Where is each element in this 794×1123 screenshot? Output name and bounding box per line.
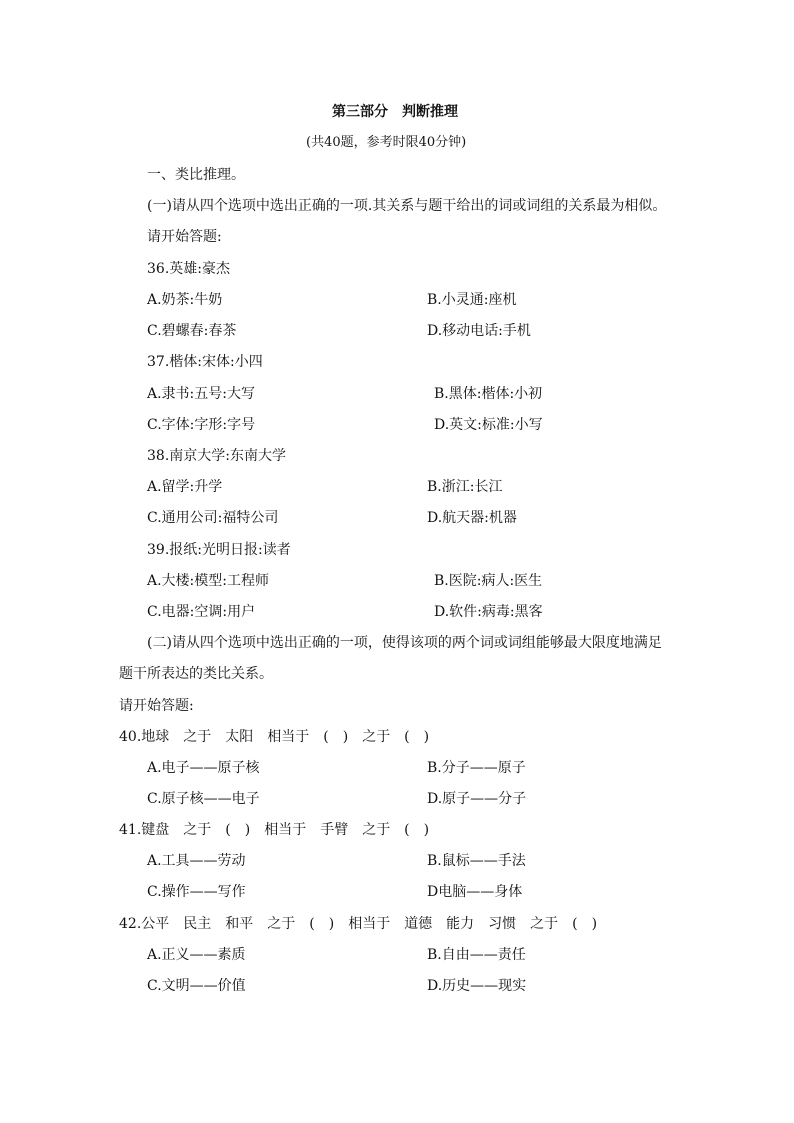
option-d: D电脑——身体 — [427, 884, 523, 900]
option-c: C.文明——价值 — [147, 978, 246, 994]
question-stem: 39.报纸:光明日报:读者 — [147, 542, 291, 558]
option-d: D.原子——分子 — [427, 791, 527, 807]
option-b: B.分子——原子 — [427, 760, 526, 776]
question-stem: 38.南京大学:东南大学 — [147, 448, 286, 464]
page-subtitle: (共40题，参考时限40分钟) — [306, 135, 467, 150]
question-stem: 37.楷体:宋体:小四 — [147, 354, 263, 370]
part2-instruction-cont: 题干所表达的类比关系。 — [119, 666, 273, 682]
option-a: A.正义——素质 — [147, 947, 246, 963]
option-d: D.英文:标准:小写 — [434, 417, 543, 433]
option-a: A.留学:升学 — [147, 479, 223, 495]
option-c: C.碧螺春:春茶 — [147, 323, 237, 339]
question-stem: 42.公平 民主 和平 之于 ( ) 相当于 道德 能力 习惯 之于 ( ) — [119, 916, 598, 932]
option-b: B.鼠标——手法 — [427, 853, 526, 869]
option-a: A.大楼:模型:工程师 — [147, 573, 269, 589]
option-c: C.通用公司:福特公司 — [147, 510, 279, 526]
question-stem: 36.英雄:豪杰 — [147, 261, 230, 277]
option-d: D.软件:病毒:黑客 — [434, 604, 543, 620]
option-b: B.医院:病人:医生 — [434, 573, 543, 589]
part2-start: 请开始答题: — [119, 698, 194, 714]
option-a: A.电子——原子核 — [147, 760, 260, 776]
option-a: A.奶茶:牛奶 — [147, 292, 223, 308]
option-c: C.电器:空调:用户 — [147, 604, 256, 620]
option-d: D.历史——现实 — [427, 978, 527, 994]
option-c: C.原子核——电子 — [147, 791, 260, 807]
option-b: B.自由——责任 — [427, 947, 526, 963]
part1-instruction: (一)请从四个选项中选出正确的一项.其关系与题干给出的词或词组的关系最为相似。 — [147, 198, 667, 214]
option-a: A.隶书:五号:大写 — [147, 386, 255, 402]
option-b: B.黑体:楷体:小初 — [434, 386, 543, 402]
option-d: D.航天器:机器 — [427, 510, 517, 526]
option-a: A.工具——劳动 — [147, 853, 246, 869]
page-title: 第三部分 判断推理 — [332, 104, 458, 120]
question-stem: 40.地球 之于 太阳 相当于 ( ) 之于 ( ) — [119, 729, 430, 745]
option-b: B.浙江:长江 — [427, 479, 503, 495]
option-c: C.字体:字形:字号 — [147, 417, 256, 433]
part1-start: 请开始答题: — [147, 229, 222, 245]
option-b: B.小灵通:座机 — [427, 292, 517, 308]
section-heading: 一、类比推理。 — [147, 167, 245, 183]
option-d: D.移动电话:手机 — [427, 323, 531, 339]
option-c: C.操作——写作 — [147, 884, 246, 900]
part2-instruction: (二)请从四个选项中选出正确的一项，使得该项的两个词或词组能够最大限度地满足 — [147, 635, 662, 651]
question-stem: 41.键盘 之于 ( ) 相当于 手臂 之于 ( ) — [119, 822, 430, 838]
